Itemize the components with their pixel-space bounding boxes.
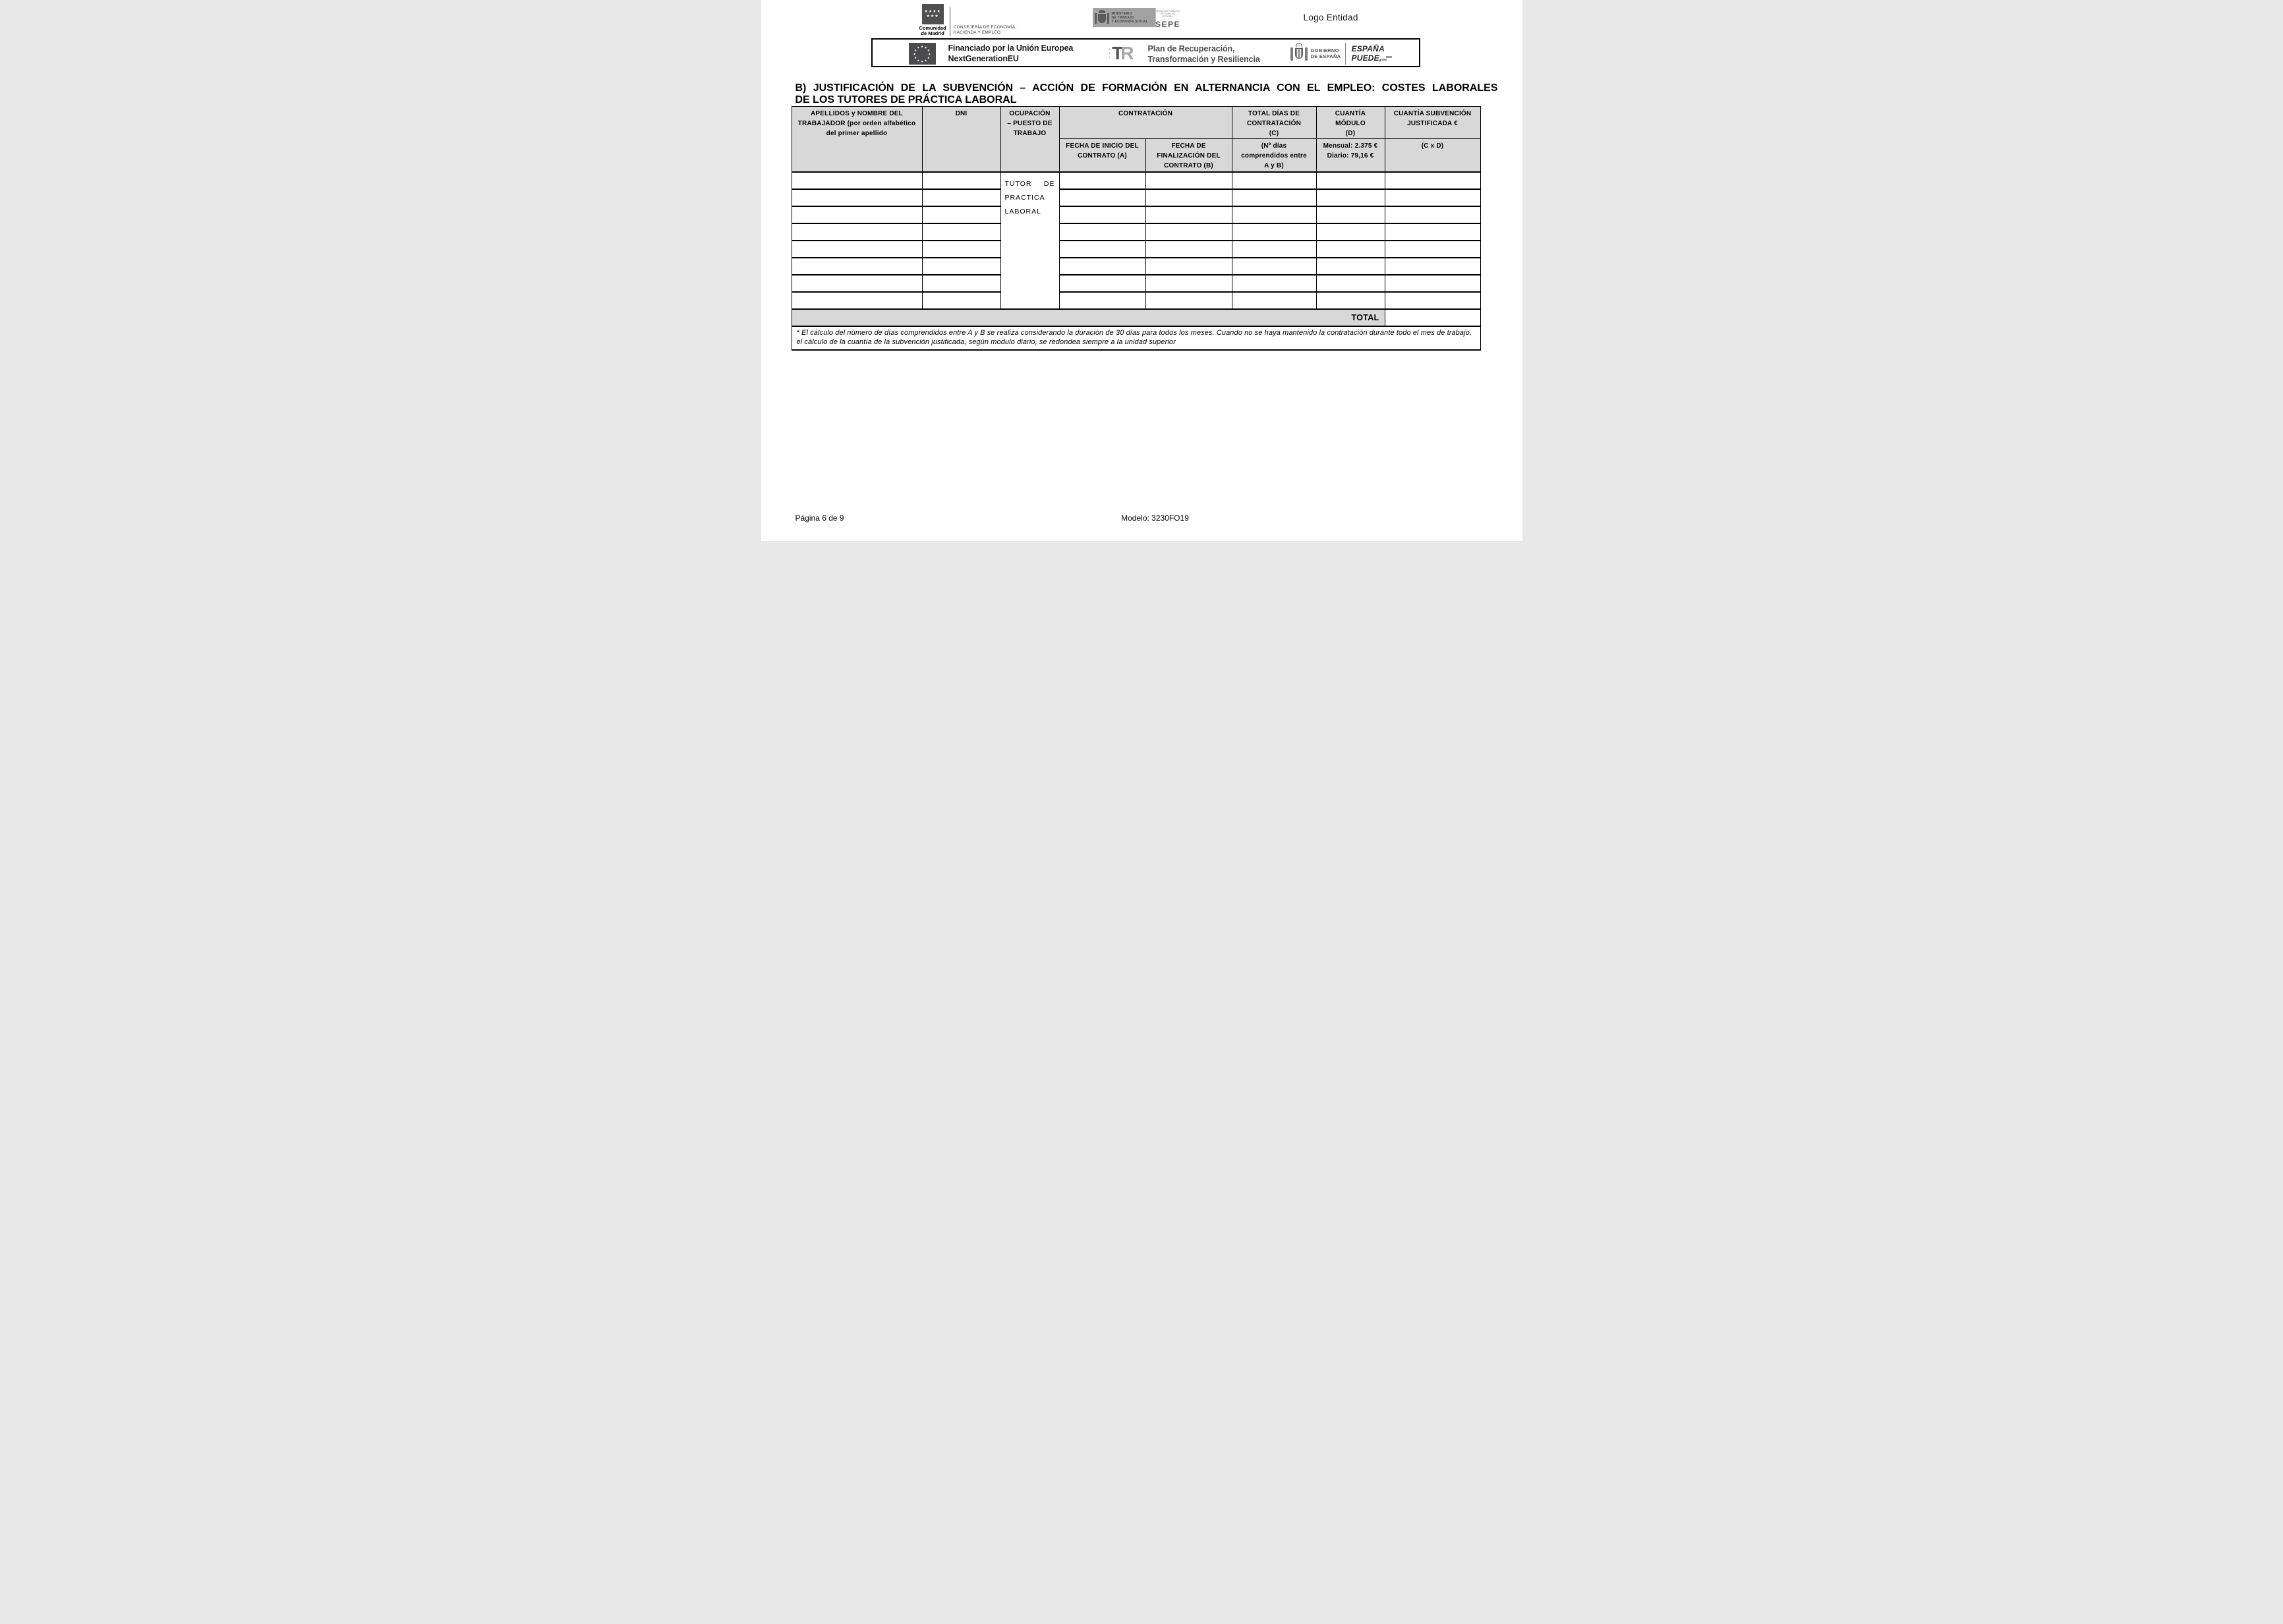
subheader-cuantia-subvencion: (C x D) (1385, 139, 1480, 172)
entity-logo-placeholder: Logo Entidad (1303, 13, 1358, 22)
prtr-letter-t: T (1112, 43, 1124, 63)
comunidad-madrid-logo (919, 4, 1017, 36)
cell-cuantia-modulo (1316, 172, 1385, 189)
cell-apellidos (792, 172, 922, 189)
page-number: Página 6 de 9 (795, 513, 844, 523)
ministerio-label: MINISTERIO DE TRABAJO Y ECONOMÍA SOCIAL (1111, 11, 1149, 24)
plan-recuperacion-label: Plan de Recuperación, Transformación y Resiliencia (1147, 44, 1260, 64)
sepe-service-label: SERVICIO PÚBLICO DE EMPLEO ESTATAL (1155, 10, 1180, 18)
eu-funding-banner (871, 38, 1420, 67)
table-row (792, 223, 1480, 241)
gobierno-coat-of-arms-icon (1290, 43, 1308, 65)
gobierno-espana-label: GOBIERNO DE ESPAÑA (1310, 47, 1341, 59)
table-row (792, 275, 1480, 292)
justification-table (792, 106, 1481, 351)
table-row (792, 206, 1480, 223)
espana-puede-label: ESPAÑA PUEDE, (1352, 45, 1393, 63)
subheader-fecha-fin: FECHA DE FINALIZACIÓN DEL CONTRATO (B) (1145, 139, 1232, 172)
sepe-block (1155, 8, 1180, 27)
prtr-logo-icon (1109, 42, 1134, 65)
comunidad-name: Comunidad de Madrid (919, 25, 946, 36)
col-header-contratacion: CONTRATACIÓN (1059, 107, 1232, 139)
table-footnote: * El cálculo del número de días comprendidos entre A y B se realiza considerando la duración de 30 días para todos los meses. Cuando no se haya mantenido la contratación durante todo el mes de trabajo, el cálculo de la cuantía de la subvención justificada, según modulo diario, se redondea siempre a la unidad superior (792, 326, 1480, 350)
ministerio-block (1093, 8, 1155, 27)
table-row (792, 292, 1480, 309)
cell-fecha-fin (1145, 172, 1232, 189)
col-header-cuantia-subvencion: CUANTÍA SUBVENCIÓN JUSTIFICADA € (1385, 107, 1480, 139)
table-row (792, 258, 1480, 275)
espana-puede-steps-icon (1381, 55, 1392, 61)
eu-flag-icon: ★ ★ ★ ★ ★ ★ ★ ★ ★ ★ ★ ★ (909, 43, 936, 65)
comunidad-madrid-flag-icon (922, 4, 944, 24)
sepe-wordmark: SEPE (1155, 20, 1181, 29)
cell-dni (922, 172, 1000, 189)
prtr-stars-icon: ★ ★ ★ (1108, 47, 1111, 59)
table-row (792, 241, 1480, 258)
subheader-total-dias: (Nº días comprendidos entre A y B) (1232, 139, 1316, 172)
col-header-ocupacion: OCUPACIÓN – PUESTO DE TRABAJO (1000, 107, 1059, 172)
cell-cuantia-subvencion (1385, 172, 1480, 189)
section-title-line1: B) JUSTIFICACIÓN DE LA SUBVENCIÓN – ACCIÓN DE FORMACIÓN EN ALTERNANCIA CON EL EMPLEO: COSTES LABORALES (795, 82, 1498, 94)
cell-total-dias (1232, 172, 1316, 189)
col-header-dni: DNI (922, 107, 1000, 172)
ministerio-sepe-logo (1093, 8, 1180, 27)
table-row (792, 189, 1480, 206)
subheader-fecha-inicio: FECHA DE INICIO DEL CONTRATO (A) (1059, 139, 1145, 172)
table-row (792, 172, 1480, 189)
spain-coat-of-arms-icon (1095, 10, 1109, 25)
banner-divider (1345, 43, 1346, 65)
total-value-cell (1385, 309, 1480, 326)
section-title (795, 82, 1498, 105)
cell-fecha-inicio (1059, 172, 1145, 189)
comunidad-flag-block (919, 4, 946, 36)
col-header-total-dias: TOTAL DÍAS DE CONTRATACIÓN (C) (1232, 107, 1316, 139)
cell-ocupacion-value: TUTOR DE PRACTICA LABORAL (1000, 172, 1059, 309)
form-page (761, 0, 1522, 541)
subheader-cuantia-modulo: Mensual: 2.375 € Diario: 79,16 € (1316, 139, 1385, 172)
flag-stars-row: ★★★★ (924, 9, 941, 14)
model-number: Modelo: 3230FO19 (1121, 513, 1189, 523)
consejeria-label: CONSEJERÍA DE ECONOMÍA, HACIENDA Y EMPLEO (953, 25, 1017, 35)
total-row (792, 309, 1480, 326)
footnote-row (792, 326, 1480, 350)
total-label: TOTAL (792, 309, 1385, 326)
section-title-line2: DE LOS TUTORES DE PRÁCTICA LABORAL (795, 94, 1017, 105)
col-header-apellidos: APELLIDOS y NOMBRE DEL TRABAJADOR (por orden alfabético del primer apellido (792, 107, 922, 172)
prtr-letter-r: R (1120, 43, 1134, 63)
eu-funded-label: Financiado por la Unión Europea NextGenerationEU (948, 44, 1074, 63)
col-header-cuantia-modulo: CUANTÍA MÓDULO (D) (1316, 107, 1385, 139)
flag-stars-row: ★★★ (926, 14, 939, 18)
